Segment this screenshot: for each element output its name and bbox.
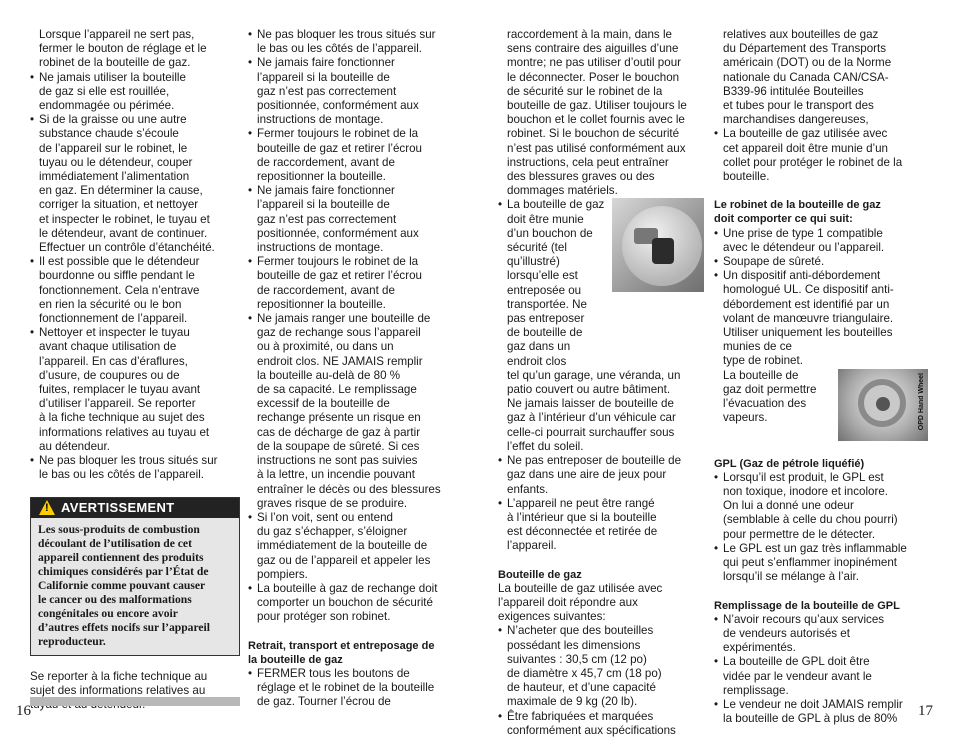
text-line: sens contraire des aiguilles d’une xyxy=(507,42,679,56)
text-line: ou à proximité, ou dans un xyxy=(257,340,394,354)
text-line: B339-96 intitulée Bouteilles xyxy=(723,84,864,98)
text-line: et tubes pour le transport des xyxy=(723,99,874,113)
text-line: homologué UL. Ce dispositif anti- xyxy=(723,283,894,297)
list-item xyxy=(714,542,928,585)
text-line: substance chaude s’écoule xyxy=(39,127,179,141)
text-line: bouteille de gaz et retirer l’écrou xyxy=(257,141,422,155)
text-line: expérimentés. xyxy=(723,641,796,655)
list-item xyxy=(248,511,458,582)
text-line: de la soupape de sûreté. Si ces xyxy=(257,439,420,453)
text-line: • Ne pas bloquer les trous situés sur xyxy=(257,28,436,41)
text-line: Les sous-produits de combustion xyxy=(38,522,200,536)
text-line: bouchon et le collet fournis avec le xyxy=(507,113,685,127)
col1-lead xyxy=(30,28,242,71)
list-item xyxy=(248,184,458,255)
text-line: comporter un bouchon de sécurité xyxy=(257,596,433,610)
text-line: instructions de montage. xyxy=(257,113,384,127)
text-line: endroit clos. NE JAMAIS remplir xyxy=(257,354,423,368)
warning-title: AVERTISSEMENT xyxy=(61,499,175,515)
list-item xyxy=(498,497,706,554)
text-line: • Un dispositif anti-débordement xyxy=(723,269,881,283)
text-line: gaz n’est pas correctement xyxy=(257,84,397,98)
text-line: de gaz. Tourner l’écrou de xyxy=(257,695,391,709)
col2-bullets xyxy=(248,28,458,625)
text-line: la bouteille au-delà de 80 % xyxy=(257,368,401,382)
text-line: du Département des Transports xyxy=(723,42,887,56)
text-line: Se reporter à la fiche technique au xyxy=(30,669,208,683)
cylinder-cap-photo xyxy=(612,198,704,292)
text-line: gaz doit permettre xyxy=(723,382,817,396)
text-line: pompiers. xyxy=(257,567,308,581)
text-line: maximale de 9 kg (20 lb). xyxy=(507,695,638,709)
list-item xyxy=(248,127,458,184)
text-line: repositionner la bouteille. xyxy=(257,297,386,311)
text-line: de l’appareil sur le robinet, le xyxy=(39,141,188,155)
text-line: Le robinet de la bouteille de gaz xyxy=(714,199,881,212)
text-line: de sécurité sur le robinet de la xyxy=(507,84,663,98)
text-line: d’usure, de coupures ou de xyxy=(39,368,180,382)
text-line: l’appareil doit répondre aux xyxy=(498,595,638,609)
list-item xyxy=(30,255,242,326)
text-line: nationale du Canada CAN/CSA- xyxy=(723,70,889,84)
text-line: munies de ce xyxy=(723,340,792,354)
text-line: • La bouteille de GPL doit être xyxy=(723,655,870,669)
list-item xyxy=(714,127,928,184)
col4-photo-block xyxy=(714,368,928,430)
text-line: le bas ou les côtés de l’appareil. xyxy=(257,42,422,56)
text-line: relatives aux bouteilles de gaz xyxy=(723,28,879,41)
list-item xyxy=(248,28,458,56)
text-line: d’utiliser l’appareil. Se reporter xyxy=(39,397,196,411)
col4-bullets-b xyxy=(714,227,928,369)
footer-bar xyxy=(30,697,240,706)
text-line: endroit clos xyxy=(507,354,567,368)
list-item xyxy=(498,710,706,738)
text-line: découlant de l’utilisation de cet xyxy=(38,536,192,550)
text-line: Retrait, transport et entreposage de xyxy=(248,639,435,652)
text-line: • N’acheter que des bouteilles xyxy=(507,624,654,638)
text-line: tel qu’un garage, une véranda, un xyxy=(507,368,681,382)
text-line: remplissage. xyxy=(723,683,789,697)
text-line: corriger la situation, et nettoyer xyxy=(39,198,199,212)
text-line: bouteille de gaz. Utiliser toujours le xyxy=(507,99,687,113)
text-line: de vendeurs autorisés et xyxy=(723,626,850,640)
list-item xyxy=(714,698,928,726)
list-item xyxy=(248,255,458,312)
text-line: • Ne jamais ranger une bouteille de xyxy=(257,312,431,326)
section-heading-retrait xyxy=(248,639,458,667)
text-line: immédiatement l’alimentation xyxy=(39,170,190,184)
text-line: fonctionnement de l’appareil. xyxy=(39,312,188,326)
text-line: l’évacuation des xyxy=(723,397,807,411)
text-line: • Fermer toujours le robinet de la xyxy=(257,127,419,141)
text-line: avec le détendeur ou l’appareil. xyxy=(723,240,885,254)
text-line: au détendeur. xyxy=(39,439,110,453)
list-item xyxy=(30,326,242,454)
text-line: l’appareil si la bouteille de xyxy=(257,198,390,212)
text-line: On lui a donné une odeur xyxy=(723,499,854,513)
col3-bullets xyxy=(498,454,706,553)
column-2 xyxy=(248,28,458,710)
text-line: chimiques considérés par l’État de xyxy=(38,564,209,578)
col4-continuation xyxy=(714,28,928,127)
section-heading-remplissage: Remplissage de la bouteille de GPL xyxy=(714,599,900,612)
text-line: de diamètre x 45,7 cm (18 po) xyxy=(507,666,662,680)
text-line: lorsqu’elle est xyxy=(507,269,578,283)
col4-bullets-a xyxy=(714,127,928,184)
text-line: Californie comme pouvant causer xyxy=(38,578,206,592)
text-line: type de robinet. xyxy=(723,354,803,368)
text-line: l’effet du soleil. xyxy=(507,439,584,453)
column-4 xyxy=(714,28,928,726)
text-line: doit comporter ce qui suit: xyxy=(714,213,853,226)
text-line: • Soupape de sûreté. xyxy=(723,255,825,269)
text-line: à la lettre, un incendie pouvant xyxy=(257,468,415,482)
text-line: positionnée, conformément aux xyxy=(257,99,419,113)
list-item xyxy=(30,113,242,255)
text-line: gaz dans une aire de jeux pour xyxy=(507,468,667,482)
text-line: gaz n’est pas correctement xyxy=(257,212,397,226)
warning-box xyxy=(30,497,240,656)
text-line: La bouteille de xyxy=(723,368,799,382)
text-line: • Être fabriquées et marquées xyxy=(507,709,654,723)
text-line: sujet des informations relatives au xyxy=(30,683,206,697)
text-line: réglage et le robinet de la bouteille xyxy=(257,681,435,695)
col4-bullets-d xyxy=(714,613,928,727)
text-line: • Une prise de type 1 compatible xyxy=(723,226,883,240)
text-line: gaz à l’intérieur d’un véhicule car xyxy=(507,411,676,425)
warning-header xyxy=(31,498,239,518)
text-line: Utiliser uniquement les bouteilles xyxy=(723,326,893,340)
text-line: tuyau ou le détendeur, couper xyxy=(39,155,193,169)
text-line: • La bouteille à gaz de rechange doit xyxy=(257,581,438,595)
text-line: transportée. Ne xyxy=(507,297,587,311)
text-line: pour permettre de le détecter. xyxy=(723,527,876,541)
text-line: dommages matériels. xyxy=(507,184,618,198)
text-line: • La bouteille de gaz doit être munie xyxy=(507,198,605,226)
text-line: instructions ne sont pas suivies xyxy=(257,454,418,468)
text-line: non toxique, inodore et incolore. xyxy=(723,485,889,499)
section-heading-bouteille: Bouteille de gaz xyxy=(498,568,582,581)
text-line: reproducteur. xyxy=(38,634,106,648)
page-number-left: 16 xyxy=(16,703,31,719)
text-line: • Ne jamais faire fonctionner xyxy=(257,184,395,198)
text-line: rechange présente un risque en xyxy=(257,411,421,425)
list-item xyxy=(248,312,458,511)
text-line: • Si de la graisse ou une autre xyxy=(39,113,187,127)
text-line: • Le GPL est un gaz très inflammable xyxy=(723,541,907,555)
text-line: vapeurs. xyxy=(723,411,768,425)
col3-para xyxy=(498,582,706,625)
text-line: pour protéger son robinet. xyxy=(257,610,391,624)
list-item xyxy=(498,624,706,709)
text-line: • Ne jamais utiliser la bouteille xyxy=(39,70,186,84)
opd-hand-wheel-photo xyxy=(838,369,928,441)
warning-text xyxy=(31,518,239,655)
col2-tail-bullets xyxy=(248,667,458,710)
text-line: est déconnectée et retirée de xyxy=(507,525,658,539)
text-line: (semblable à celle du chou pourri) xyxy=(723,513,898,527)
text-line: cet appareil doit être munie d’un xyxy=(723,141,888,155)
text-line: suivantes : 30,5 cm (12 po) xyxy=(507,652,647,666)
text-line: instructions, cela peut entraîner xyxy=(507,155,669,169)
list-item xyxy=(714,255,928,269)
list-item xyxy=(714,269,928,368)
text-line: marchandises dangereuses, xyxy=(723,113,869,127)
text-line: celle-ci pourrait surchauffer sous xyxy=(507,425,675,439)
text-line: débordement est identifié par un xyxy=(723,297,890,311)
text-line: • Ne pas bloquer les trous situés sur xyxy=(39,454,218,468)
text-line: le bas ou les côtés de l’appareil. xyxy=(39,468,204,482)
text-line: en gaz. En déterminer la cause, xyxy=(39,184,203,198)
text-line: repositionner la bouteille. xyxy=(257,170,386,184)
text-line: avant chaque utilisation de xyxy=(39,340,177,354)
col3-continuation xyxy=(498,28,706,198)
exclamation-icon: ! xyxy=(45,501,49,514)
text-line: congénitales ou encore avoir xyxy=(38,606,178,620)
text-line: gaz ou de l’appareil et appeler les xyxy=(257,553,431,567)
text-line: d’autres effets nocifs sur l’appareil xyxy=(38,620,210,634)
text-line: des blessures graves ou des xyxy=(507,170,655,184)
col1-bullets xyxy=(30,71,242,483)
section-heading-robinet xyxy=(714,198,928,226)
text-line: excessif de la bouteille de xyxy=(257,397,390,411)
text-line: gaz dans un xyxy=(507,340,571,354)
text-line: informations relatives au tuyau et xyxy=(39,425,210,439)
list-item xyxy=(714,613,928,656)
text-line: de raccordement, avant de xyxy=(257,155,395,169)
text-line: la bouteille de gaz xyxy=(248,653,343,666)
text-line: positionnée, conformément aux xyxy=(257,226,419,240)
text-line: • Lorsqu’il est produit, le GPL est xyxy=(723,470,884,484)
text-line: à l’intérieur que si la bouteille xyxy=(507,510,657,524)
list-item xyxy=(30,454,242,482)
text-line: instructions de montage. xyxy=(257,241,384,255)
text-line: possédant les dimensions xyxy=(507,638,641,652)
text-line: • Le vendeur ne doit JAMAIS remplir xyxy=(723,697,903,711)
text-line: cas de décharge de gaz à partir xyxy=(257,425,421,439)
text-line: • N’avoir recours qu’aux services xyxy=(723,612,885,626)
text-line: • L’appareil ne peut être rangé xyxy=(507,496,655,510)
text-line: gaz de rechange sous l’appareil xyxy=(257,326,421,340)
list-item xyxy=(498,454,706,497)
list-item xyxy=(714,471,928,542)
text-line: de hauteur, et d’une capacité xyxy=(507,681,656,695)
text-line: • Ne jamais faire fonctionner xyxy=(257,56,395,70)
text-line: • Si l’on voit, sent ou entend xyxy=(257,510,393,524)
list-item xyxy=(714,227,928,255)
text-line: Lorsque l’appareil ne sert pas, xyxy=(39,28,195,41)
column-1 xyxy=(30,28,242,712)
list-item xyxy=(498,198,706,454)
text-line: conformément aux spécifications xyxy=(507,723,676,737)
text-line: • Ne pas entreposer de bouteille de xyxy=(507,454,682,468)
text-line: robinet de la bouteille de gaz. xyxy=(39,56,191,70)
text-line: endommagée ou périmée. xyxy=(39,99,175,113)
text-line: le déconnecter. Poser le bouchon xyxy=(507,70,680,84)
text-line: fermer le bouton de réglage et le xyxy=(39,42,207,56)
text-line: volant de manœuvre triangulaire. xyxy=(723,311,894,325)
text-line: • Il est possible que le détendeur xyxy=(39,255,200,269)
text-line: robinet. Si le bouchon de sécurité xyxy=(507,127,680,141)
list-item xyxy=(30,71,242,114)
text-line: vidée par le vendeur avant le xyxy=(723,669,872,683)
text-line: appareil contiennent des produits xyxy=(38,550,204,564)
col3-photo-bullet xyxy=(498,198,706,454)
text-line: l’appareil. xyxy=(507,539,557,553)
text-line: de bouteille de xyxy=(507,326,583,340)
list-item xyxy=(248,56,458,127)
text-line: fonctionnement. Cela n’entrave xyxy=(39,283,200,297)
text-line: qu’illustré) xyxy=(507,255,560,269)
text-line: Ne jamais laisser de bouteille de xyxy=(507,397,674,411)
text-line: raccordement à la main, dans le xyxy=(507,28,672,41)
text-line: • La bouteille de gaz utilisée avec xyxy=(723,127,888,141)
col3-req-bullets xyxy=(498,624,706,738)
text-line: Effectuer un contrôle d’étanchéité. xyxy=(39,241,215,255)
text-line: • Fermer toujours le robinet de la xyxy=(257,255,419,269)
text-line: de gaz si elle est rouillée, xyxy=(39,84,170,98)
text-line: d’un bouchon de sécurité (tel xyxy=(507,226,593,255)
page-number-right: 17 xyxy=(918,703,933,719)
text-line: en rien la sécurité ou le bon xyxy=(39,297,182,311)
text-line: pas entreposer xyxy=(507,312,585,326)
text-line: patio couvert ou autre bâtiment. xyxy=(507,383,671,397)
text-line: lorsqu’il se mélange à l’air. xyxy=(723,570,859,584)
text-line: le cancer ou des malformations xyxy=(38,592,192,606)
text-line: enfants. xyxy=(507,482,549,496)
text-line: • FERMER tous les boutons de xyxy=(257,666,410,680)
text-line: • Nettoyer et inspecter le tuyau xyxy=(39,326,190,340)
section-heading-gpl: GPL (Gaz de pétrole liquéfié) xyxy=(714,457,865,470)
column-3 xyxy=(498,28,706,738)
text-line: et inspecter le robinet, le tuyau et xyxy=(39,212,210,226)
text-line: du gaz s’échapper, s’éloigner xyxy=(257,525,408,539)
text-line: bourdonne ou siffle pendant le xyxy=(39,269,195,283)
col4-bullets-c xyxy=(714,471,928,585)
text-line: n’est pas utilisé conformément aux xyxy=(507,141,686,155)
text-line: montre; ne pas utiliser d’outil pour xyxy=(507,56,681,70)
photo-caption: OPD Hand Wheel xyxy=(918,372,925,430)
text-line: l’appareil si la bouteille de xyxy=(257,70,390,84)
text-line: américain (DOT) ou de la Norme xyxy=(723,56,892,70)
text-line: immédiatement de la bouteille de xyxy=(257,539,428,553)
text-line: de raccordement, avant de xyxy=(257,283,395,297)
text-line: bouteille de gaz et retirer l’écrou xyxy=(257,269,422,283)
text-line: l’appareil. En cas d’éraflures, xyxy=(39,354,188,368)
text-line: de sa capacité. Le remplissage xyxy=(257,383,417,397)
text-line: fuites, remplacer le tuyau avant xyxy=(39,383,201,397)
text-line: la bouteille de GPL à plus de 80% xyxy=(723,712,898,726)
list-item xyxy=(248,667,458,710)
text-line: le détendeur, avant de continuer. xyxy=(39,226,208,240)
text-line: collet pour protéger le robinet de la xyxy=(723,155,903,169)
text-line: entraîner le décès ou des blessures xyxy=(257,482,441,496)
list-item xyxy=(248,582,458,625)
text-line: graves risque de se produire. xyxy=(257,496,408,510)
text-line: à la fiche technique au sujet des xyxy=(39,411,205,425)
text-line: exigences suivantes: xyxy=(498,610,606,624)
list-item xyxy=(714,655,928,698)
text-line: bouteille. xyxy=(723,170,770,184)
text-line: qui peut s’enflammer inopinément xyxy=(723,556,898,570)
text-line: entreposée ou xyxy=(507,283,582,297)
text-line: La bouteille de gaz utilisée avec xyxy=(498,581,663,595)
